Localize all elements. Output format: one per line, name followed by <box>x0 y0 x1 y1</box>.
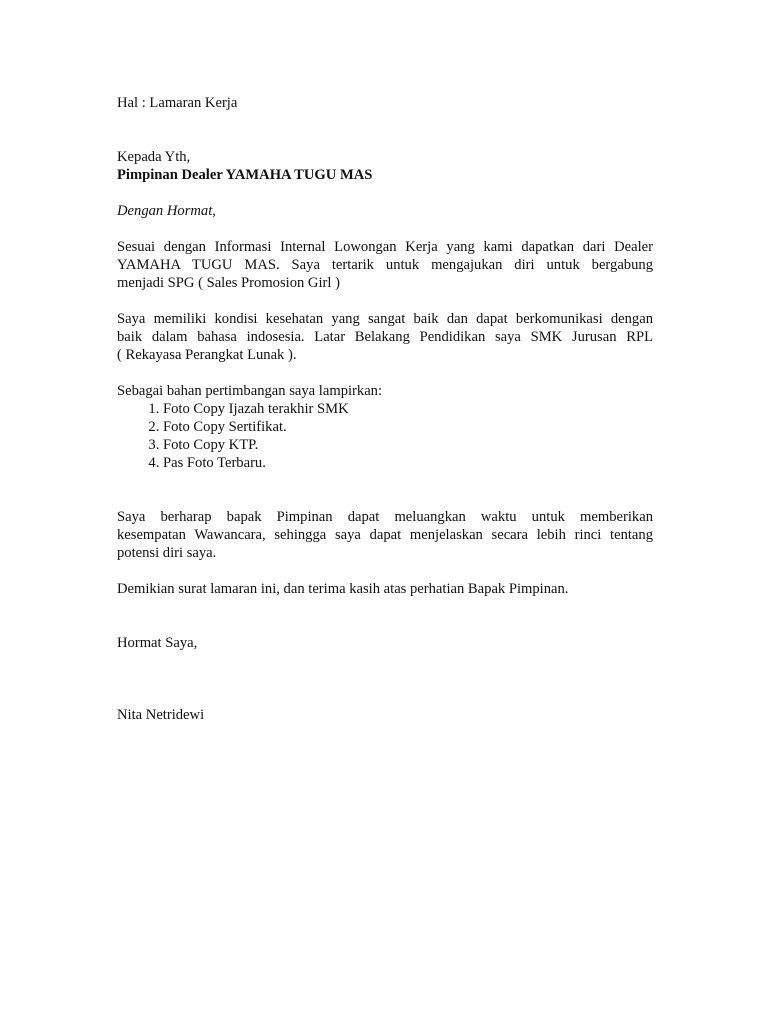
signer-name: Nita Netridewi <box>117 707 205 723</box>
closing-salutation: Hormat Saya, <box>117 635 198 651</box>
letter-page <box>117 94 653 724</box>
paragraph-line: potensi diri saya. <box>117 545 217 561</box>
paragraph-line: baik dalam bahasa indosesia. Latar Belakang Pendidikan saya SMK Jurusan RPL <box>117 329 653 345</box>
closing-sentence: Demikian surat lamaran ini, dan terima kasih atas perhatian Bapak Pimpinan. <box>117 581 569 597</box>
paragraph-line: kesempatan Wawancara, sehingga saya dapat menjelaskan secara lebih rinci tentang <box>117 527 653 543</box>
list-item: 1. Foto Copy Ijazah terakhir SMK <box>163 400 653 418</box>
spacer <box>117 652 653 706</box>
paragraph-qualifications <box>117 310 653 364</box>
spacer <box>117 472 653 508</box>
attachments-list <box>117 400 653 472</box>
spacer <box>117 112 653 148</box>
attachments-intro: Sebagai bahan pertimbangan saya lampirkan: <box>117 383 383 399</box>
subject-line: Hal : Lamaran Kerja <box>117 95 238 111</box>
paragraph-line: YAMAHA TUGU MAS. Saya tertarik untuk mengajukan diri untuk bergabung <box>117 257 653 273</box>
paragraph-line: Saya memiliki kondisi kesehatan yang sangat baik dan dapat berkomunikasi dengan <box>117 311 653 327</box>
addressee-prefix: Kepada Yth, <box>117 149 191 165</box>
list-item: 3. Foto Copy KTP. <box>163 436 653 454</box>
paragraph-line: Saya berharap bapak Pimpinan dapat meluangkan waktu untuk memberikan <box>117 509 653 525</box>
list-item: 2. Foto Copy Sertifikat. <box>163 418 653 436</box>
list-item: 4. Pas Foto Terbaru. <box>163 454 653 472</box>
spacer <box>117 364 653 382</box>
recipient-name: Pimpinan Dealer YAMAHA TUGU MAS <box>117 167 373 183</box>
paragraph-line: ( Rekayasa Perangkat Lunak ). <box>117 347 297 363</box>
spacer <box>117 292 653 310</box>
paragraph-line: menjadi SPG ( Sales Promosion Girl ) <box>117 275 340 291</box>
paragraph-line: Sesuai dengan Informasi Internal Lowongan Kerja yang kami dapatkan dari Dealer <box>117 239 653 255</box>
spacer <box>117 220 653 238</box>
paragraph-intro <box>117 238 653 292</box>
greeting: Dengan Hormat, <box>117 203 216 219</box>
paragraph-hope <box>117 508 653 562</box>
spacer <box>117 598 653 634</box>
spacer <box>117 184 653 202</box>
spacer <box>117 562 653 580</box>
